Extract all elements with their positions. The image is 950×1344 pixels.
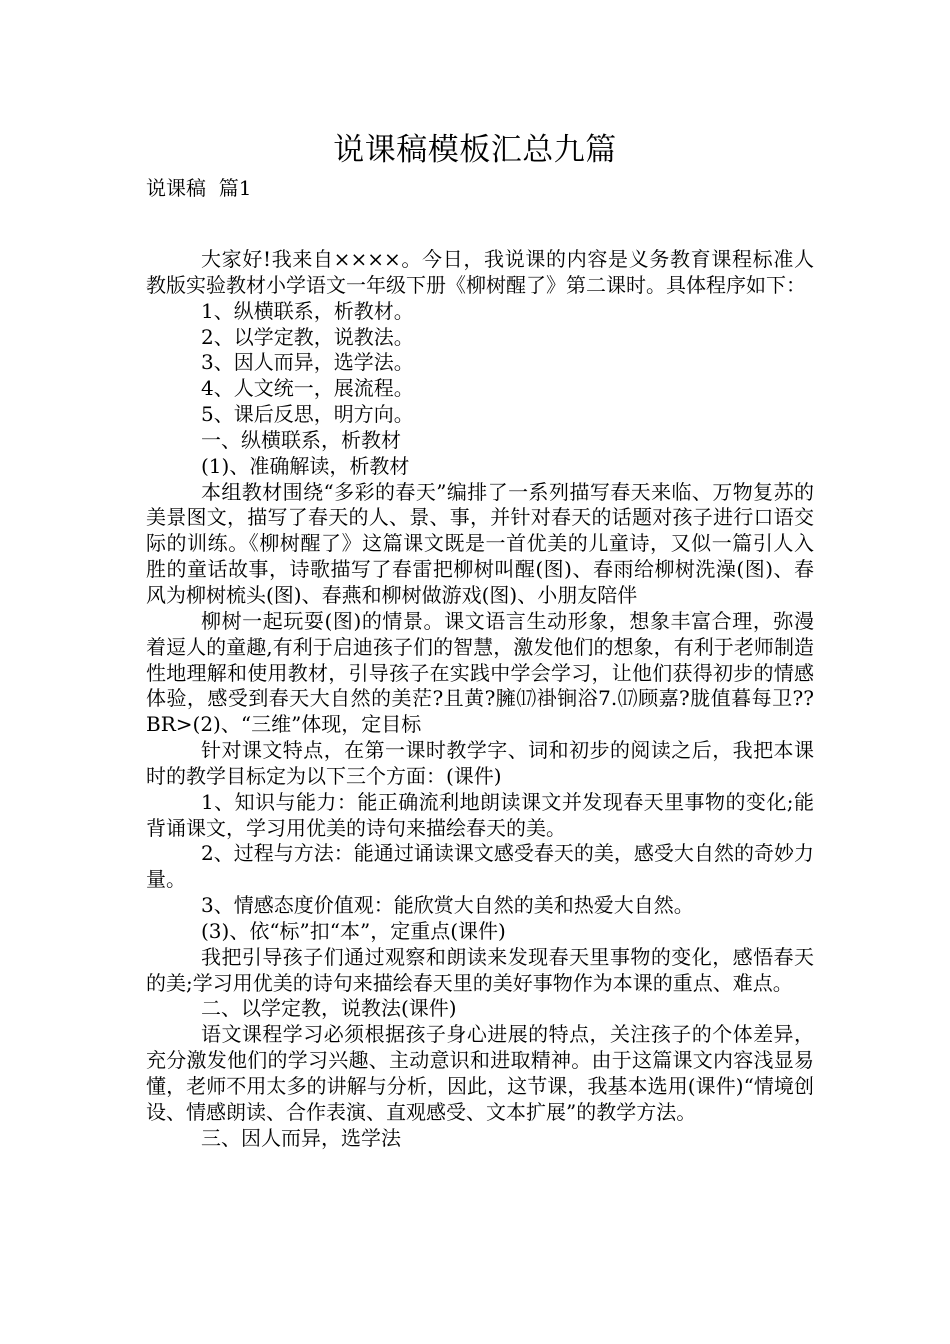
body-paragraph: 我把引导孩子们通过观察和朗读来发现春天里事物的变化，感悟春天的美;学习用优美的诗句来描绘春天里的美好事物作为本课的重点、难点。 bbox=[146, 944, 814, 995]
document-title: 说课稿模板汇总九篇 bbox=[333, 132, 617, 168]
body-paragraph: 1、知识与能力：能正确流利地朗读课文并发现春天里事物的变化;能背诵课文，学习用优美的诗句来描绘春天的美。 bbox=[146, 789, 814, 840]
body-paragraph: (3)、依“标”扣“本”，定重点(课件) bbox=[201, 918, 506, 943]
body-paragraph: 3、情感态度价值观：能欣赏大自然的美和热爱大自然。 bbox=[201, 893, 694, 918]
body-paragraph: 柳树一起玩耍(图)的情景。课文语言生动形象，想象丰富合理，弥漫着逗人的童趣,有利于启迪孩子们的智慧，激发他们的想象，有利于老师制造性地理解和使用教材，引导孩子在实践中学会学习，让他们获得初步的情感体验，感受到春天大自然的美茫?且黄?臃⒄褂锏浴7.⒄顾嘉?胧值暮每卫??BR>(2)、“三维”体现，定目标 bbox=[146, 608, 814, 737]
body-paragraph: 2、过程与方法：能通过诵读课文感受春天的美，感受大自然的奇妙力量。 bbox=[146, 841, 814, 892]
body-paragraph: 语文课程学习必须根据孩子身心进展的特点，关注孩子的个体差异，充分激发他们的学习兴趣、主动意识和进取精神。由于这篇课文内容浅显易懂，老师不用太多的讲解与分析，因此，这节课，我基本选用(课件)“情境创设、情感朗读、合作表演、直观感受、文本扩展”的教学方法。 bbox=[146, 1022, 814, 1124]
body-paragraph: (1)、准确解读，析教材 bbox=[201, 453, 410, 478]
document-subtitle: 说课稿 篇1 bbox=[146, 176, 252, 200]
body-paragraph: 4、人文统一，展流程。 bbox=[201, 376, 414, 401]
body-paragraph: 2、以学定教，说教法。 bbox=[201, 324, 414, 349]
body-paragraph: 二、以学定教，说教法(课件) bbox=[201, 996, 457, 1021]
body-paragraph: 三、因人而异，选学法 bbox=[201, 1125, 401, 1150]
body-paragraph: 5、课后反思，明方向。 bbox=[201, 402, 414, 427]
body-paragraph: 一、纵横联系，析教材 bbox=[201, 427, 401, 452]
body-paragraph: 大家好!我来自××××。今日，我说课的内容是义务教育课程标准人教版实验教材小学语文一年级下册《柳树醒了》第二课时。具体程序如下： bbox=[146, 247, 814, 297]
body-paragraph: 1、纵横联系，析教材。 bbox=[201, 298, 414, 323]
body-paragraph: 3、因人而异，选学法。 bbox=[201, 350, 414, 375]
body-paragraph: 本组教材围绕“多彩的春天”编排了一系列描写春天来临、万物复苏的美景图文，描写了春天的人、景、事，并针对春天的话题对孩子进行口语交际的训练。《柳树醒了》这篇课文既是一首优美的儿童诗，又似一篇引人入胜的童话故事，诗歌描写了春雷把柳树叫醒(图)、春雨给柳树洗澡(图)、春风为柳树梳头(图)、春燕和柳树做游戏(图)、小朋友陪伴 bbox=[146, 479, 814, 607]
body-paragraph: 针对课文特点，在第一课时教学字、词和初步的阅读之后，我把本课时的教学目标定为以下三个方面：(课件) bbox=[146, 738, 814, 788]
document-body bbox=[146, 247, 814, 1152]
